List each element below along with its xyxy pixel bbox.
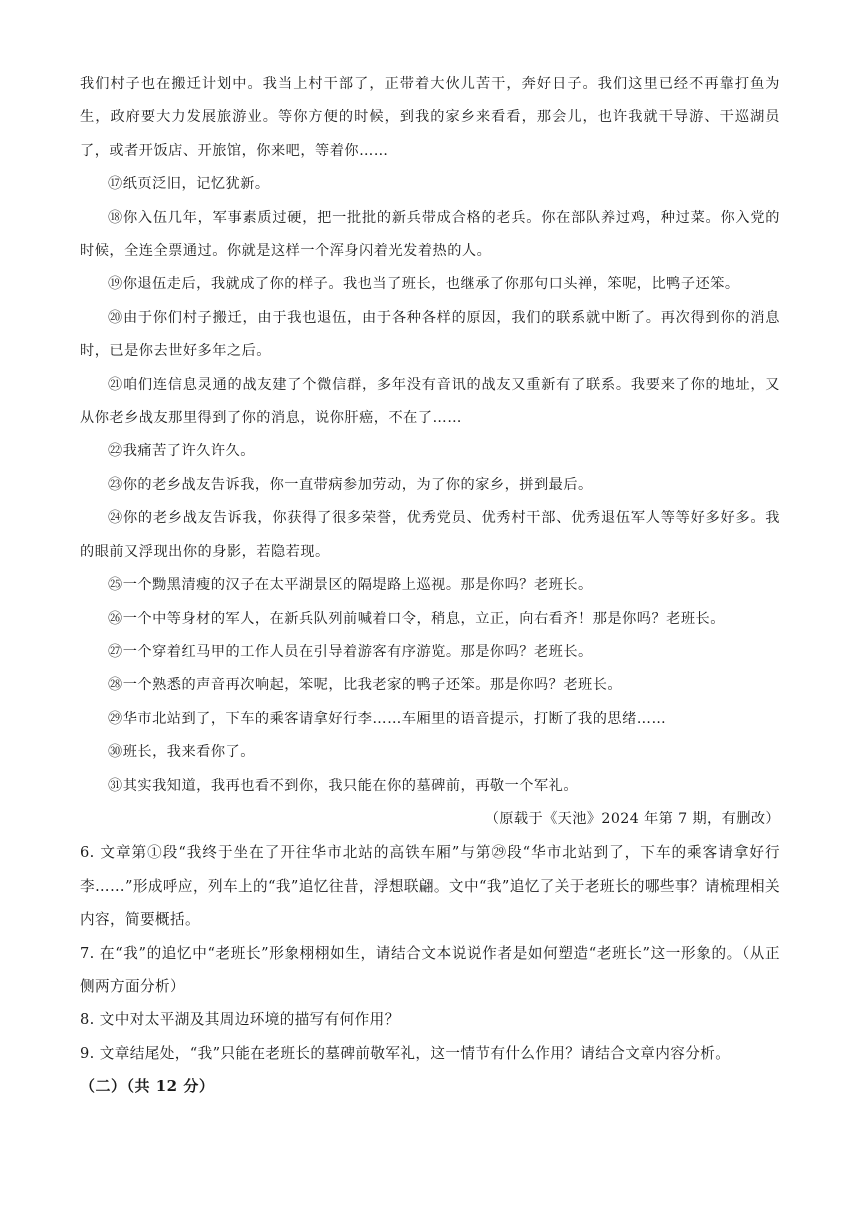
story-paragraph-27: ㉗一个穿着红马甲的工作人员在引导着游客有序游览。那是你吗？老班长。	[108, 643, 593, 660]
story-paragraph-17: ⑰纸页泛旧，记忆犹新。	[108, 176, 270, 193]
story-paragraph-18: ⑱你入伍几年，军事素质过硬，把一批批的新兵带成合格的老兵。你在部队养过鸡，种过菜。你入党的时候，全连全票通过。你就是这样一个浑身闪着光发着热的人。	[80, 209, 780, 260]
story-paragraph-25: ㉕一个黝黑清瘦的汉子在太平湖景区的隔堤路上巡视。那是你吗？老班长。	[108, 577, 593, 594]
source-citation: （原载于《天池》2024 年第 7 期，有删改）	[484, 810, 780, 827]
story-paragraph-24: ㉔你的老乡战友告诉我，你获得了很多荣誉，优秀党员、优秀村干部、优秀退伍军人等等好多好多。我的眼前又浮现出你的身影，若隐若现。	[80, 510, 780, 560]
story-paragraph-20: ⑳由于你们村子搬迁，由于我也退伍，由于各种各样的原因，我们的联系就中断了。再次得到你的消息时，已是你去世好多年之后。	[80, 309, 780, 360]
story-paragraph-23: ㉓你的老乡战友告诉我，你一直带病参加劳动，为了你的家乡，拼到最后。	[108, 476, 593, 493]
question-7: 7. 在“我”的追忆中“老班长”形象栩栩如生，请结合文本说说作者是如何塑造“老班长”这一形象的。（从正侧两方面分析）	[80, 944, 780, 995]
story-paragraph-31: ㉛其实我知道，我再也看不到你，我只能在你的墓碑前，再敬一个军礼。	[108, 777, 579, 794]
story-paragraph-29: ㉙华市北站到了，下车的乘客请拿好行李……车厢里的语音提示，打断了我的思绪……	[108, 710, 667, 727]
section-heading: （二）（共 12 分）	[80, 1077, 215, 1096]
question-9: 9. 文章结尾处，“我”只能在老班长的墓碑前敬军礼，这一情节有什么作用？请结合文章内容分析。	[80, 1044, 731, 1062]
story-paragraph-21: ㉑咱们连信息灵通的战友建了个微信群，多年没有音讯的战友又重新有了联系。我要来了你的地址，又从你老乡战友那里得到了你的消息，说你肝癌，不在了……	[80, 376, 780, 427]
story-paragraph-19: ⑲你退伍走后，我就成了你的样子。我也当了班长，也继承了你那句口头禅，笨呢，比鸭子还笨。	[108, 276, 740, 293]
story-paragraph-16-continuation: 我们村子也在搬迁计划中。我当上村干部了，正带着大伙儿苦干，奔好日子。我们这里已经不再靠打鱼为生，政府要大力发展旅游业。等你方便的时候，到我的家乡来看看，那会儿，也许我就干导游、干巡湖员了，或者开饭店、开旅馆，你来吧，等着你……	[80, 76, 780, 159]
question-6: 6. 文章第①段“我终于坐在了开往华市北站的高铁车厢”与第㉙段“华市北站到了，下车的乘客请拿好行李……”形成呼应，列车上的“我”追忆往昔，浮想联翩。文中“我”追忆了关于老班长的哪些事？请梳理相关内容，简要概括。	[80, 844, 780, 929]
question-8: 8. 文中对太平湖及其周边环境的描写有何作用？	[80, 1011, 400, 1029]
story-paragraph-22: ㉒我痛苦了许久许久。	[108, 443, 255, 460]
story-paragraph-26: ㉖一个中等身材的军人，在新兵队列前喊着口令，稍息，立正，向右看齐！那是你吗？老班长。	[108, 610, 725, 627]
document-page	[80, 68, 780, 1104]
story-paragraph-28: ㉘一个熟悉的声音再次响起，笨呢，比我老家的鸭子还笨。那是你吗？老班长。	[108, 677, 623, 694]
story-paragraph-30: ㉚班长，我来看你了。	[108, 744, 255, 761]
